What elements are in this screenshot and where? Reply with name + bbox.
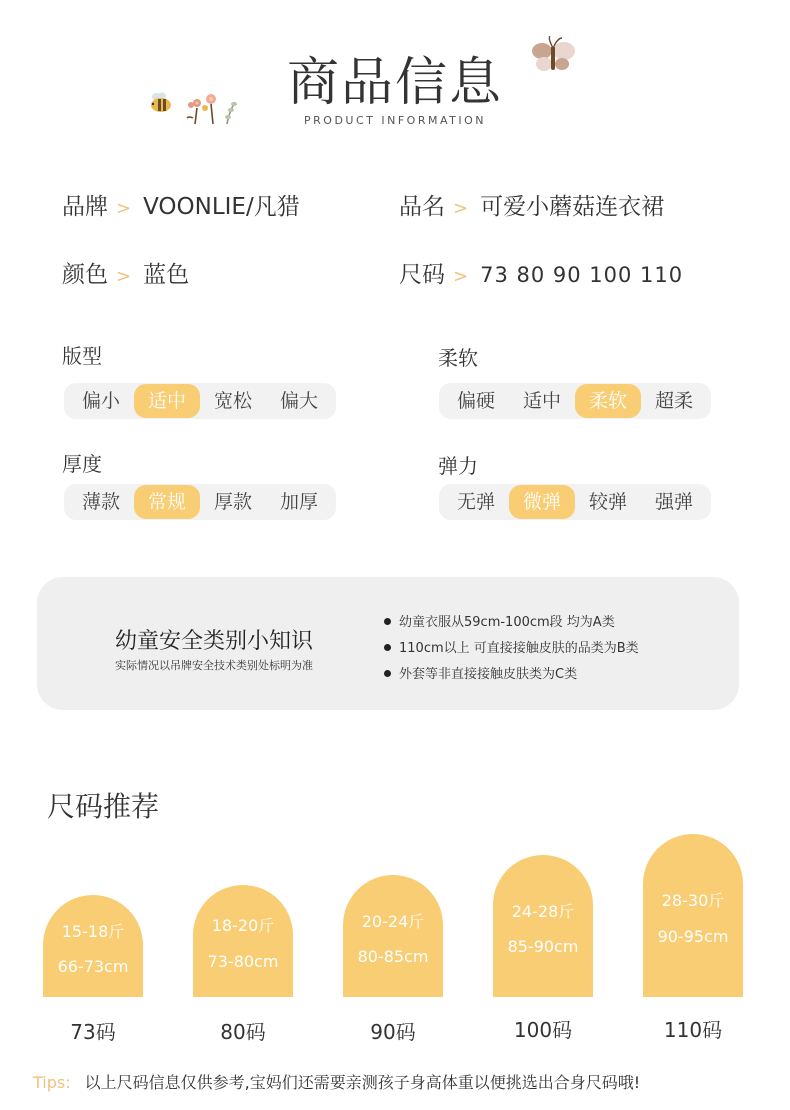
attr-option[interactable]: 薄款	[81, 491, 120, 513]
attr-option[interactable]: 宽松	[213, 390, 252, 412]
attr-selector-fit	[64, 383, 336, 419]
attr-option[interactable]: 偏小	[81, 390, 120, 412]
info-label: 尺码	[399, 262, 445, 288]
size-weight: 15-18斤	[61, 922, 125, 941]
info-label: 品牌	[62, 194, 108, 220]
size-height: 85-90cm	[507, 937, 579, 956]
safety-bullet	[384, 611, 615, 630]
arrow-right-icon: >	[453, 198, 469, 219]
info-brand	[62, 188, 300, 221]
page-title: 商品信息	[286, 53, 503, 113]
tips-key: Tips:	[33, 1073, 71, 1092]
size-card-100	[493, 855, 593, 997]
attr-selector-elasticity	[439, 484, 711, 520]
info-value: 可爱小蘑菇连衣裙	[480, 194, 665, 220]
size-weight: 24-28斤	[511, 902, 575, 921]
safety-bullet	[384, 663, 577, 682]
attr-option[interactable]: 适中	[522, 390, 561, 412]
attr-selector-thickness	[64, 484, 336, 520]
page-subtitle: PRODUCT INFORMATION	[304, 114, 486, 127]
size-heading: 尺码推荐	[47, 790, 160, 823]
safety-bullet	[384, 637, 639, 656]
attr-option[interactable]: 偏大	[279, 390, 318, 412]
attr-label-thickness: 厚度	[62, 452, 102, 476]
size-label: 100码	[513, 1018, 573, 1042]
bullet-text: 幼童衣服从59cm-100cm段 均为A类	[399, 615, 615, 630]
arrow-right-icon: >	[116, 266, 132, 287]
attr-option-selected[interactable]: 微弹	[509, 485, 575, 519]
attr-option[interactable]: 较弹	[588, 491, 627, 513]
attr-selector-softness	[439, 383, 711, 419]
bullet-text: 外套等非直接接触皮肤类为C类	[399, 667, 578, 682]
attr-option[interactable]: 无弹	[456, 491, 495, 513]
safety-subtitle: 实际情况以吊牌安全技术类别处标明为准	[115, 659, 313, 672]
attr-option[interactable]: 强弹	[654, 491, 693, 513]
size-label: 110码	[663, 1018, 723, 1042]
attr-label-fit: 版型	[62, 344, 102, 368]
size-label: 73码	[70, 1020, 116, 1044]
size-weight: 20-24斤	[361, 912, 425, 931]
size-label: 80码	[220, 1020, 266, 1044]
attr-option[interactable]: 加厚	[279, 491, 318, 513]
size-height: 90-95cm	[657, 927, 729, 946]
size-weight: 18-20斤	[211, 916, 275, 935]
info-color	[62, 256, 189, 289]
size-card-73	[43, 895, 143, 997]
bullet-dot-icon	[384, 670, 391, 677]
safety-title: 幼童安全类别小知识	[115, 629, 314, 654]
info-product-name	[399, 188, 664, 221]
bullet-dot-icon	[384, 644, 391, 651]
tips-text: 以上尺码信息仅供参考,宝妈们还需要亲测孩子身高体重以便挑选出合身尺码哦!	[84, 1073, 641, 1092]
arrow-right-icon: >	[116, 198, 132, 219]
attr-label-softness: 柔软	[438, 346, 478, 370]
info-label: 颜色	[62, 262, 108, 288]
arrow-right-icon: >	[453, 266, 469, 287]
attr-option[interactable]: 超柔	[654, 390, 693, 412]
size-card-80	[193, 885, 293, 997]
info-sizes	[399, 256, 683, 289]
attr-option[interactable]: 厚款	[213, 491, 252, 513]
size-height: 80-85cm	[357, 947, 429, 966]
size-height: 66-73cm	[57, 957, 129, 976]
attr-option[interactable]: 偏硬	[456, 390, 495, 412]
info-value: 蓝色	[143, 262, 190, 288]
bullet-text: 110cm以上 可直接接触皮肤的品类为B类	[399, 641, 639, 656]
attr-option-selected[interactable]: 常规	[134, 485, 200, 519]
attr-label-elasticity: 弹力	[438, 454, 478, 478]
info-label: 品名	[399, 194, 445, 220]
size-card-90	[343, 875, 443, 997]
tips-line	[33, 1070, 640, 1093]
size-weight: 28-30斤	[661, 891, 725, 910]
bullet-dot-icon	[384, 618, 391, 625]
attr-option-selected[interactable]: 适中	[134, 384, 200, 418]
info-value: VOONLIE/凡猎	[143, 194, 300, 220]
size-label: 90码	[370, 1020, 416, 1044]
size-card-110	[643, 834, 743, 997]
info-value: 73 80 90 100 110	[480, 263, 684, 287]
size-height: 73-80cm	[207, 952, 279, 971]
attr-option-selected[interactable]: 柔软	[575, 384, 641, 418]
